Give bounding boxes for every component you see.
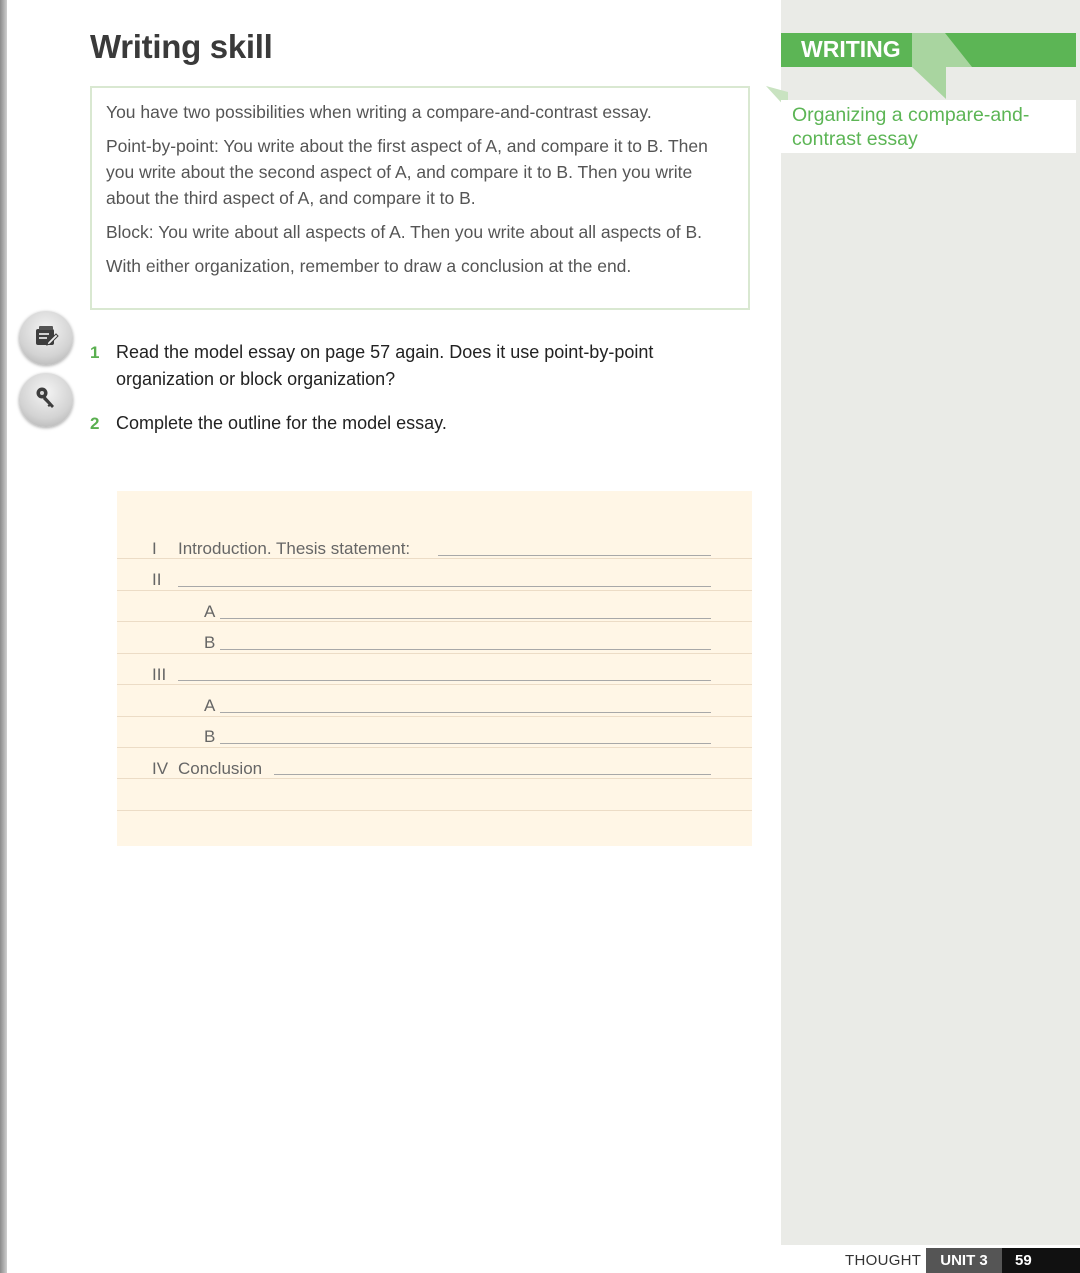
page-title: Writing skill bbox=[90, 28, 273, 65]
ruled-line bbox=[117, 684, 752, 685]
section-tab bbox=[781, 33, 1076, 67]
answer-blank[interactable] bbox=[438, 555, 711, 556]
exercise-instruction: Read the model essay on page 57 again. Does it use point-by-point organization or block organization? bbox=[116, 342, 654, 389]
exercise-1 bbox=[90, 339, 710, 393]
outline-numeral: A bbox=[204, 602, 216, 621]
outline-item-text: Conclusion bbox=[178, 759, 263, 778]
sidebar-panel bbox=[781, 0, 1080, 1245]
ruled-line bbox=[117, 653, 752, 654]
outline-numeral: IV bbox=[152, 759, 169, 778]
answer-blank[interactable] bbox=[220, 712, 711, 713]
exercise-instruction: Complete the outline for the model essay. bbox=[116, 413, 447, 433]
sidebar-subtitle: Organizing a compare-and-contrast essay bbox=[781, 100, 1076, 153]
answer-blank[interactable] bbox=[220, 649, 711, 650]
exercise-number: 1 bbox=[90, 343, 100, 362]
skill-paragraph-intro: You have two possibilities when writing a compare-and-contrast essay. bbox=[106, 102, 652, 122]
tab-fold-decoration bbox=[912, 33, 972, 67]
answer-blank[interactable] bbox=[178, 680, 711, 681]
answer-blank[interactable] bbox=[220, 618, 711, 619]
page-edge-shadow bbox=[0, 0, 7, 1273]
key-icon bbox=[33, 385, 59, 416]
outline-numeral: III bbox=[152, 665, 167, 684]
answer-blank[interactable] bbox=[220, 743, 711, 744]
outline-numeral: A bbox=[204, 696, 216, 715]
ruled-line bbox=[117, 747, 752, 748]
worksheet-icon bbox=[33, 323, 59, 354]
ruled-line bbox=[117, 810, 752, 811]
answer-blank[interactable] bbox=[178, 586, 711, 587]
outline-worksheet bbox=[117, 491, 752, 846]
footer-unit: UNIT 3 bbox=[926, 1248, 1002, 1273]
answer-blank[interactable] bbox=[274, 774, 711, 775]
outline-numeral: I bbox=[152, 539, 157, 558]
outline-numeral: B bbox=[204, 633, 216, 652]
outline-numeral: II bbox=[152, 570, 162, 589]
section-tab-label: WRITING bbox=[801, 36, 901, 62]
skill-paragraph-block: Block: You write about all aspects of A. Then you write about all aspects of B. bbox=[106, 222, 702, 242]
footer-theme: THOUGHT bbox=[845, 1252, 922, 1269]
skill-paragraph-conclusion: With either organization, remember to draw a conclusion at the end. bbox=[106, 256, 632, 276]
ruled-line bbox=[117, 590, 752, 591]
exercise-2 bbox=[90, 410, 710, 437]
outline-numeral: B bbox=[204, 727, 216, 746]
ruled-line bbox=[117, 716, 752, 717]
answer-key-button[interactable] bbox=[19, 373, 73, 427]
skill-paragraph-point-by-point: Point-by-point: You write about the first aspect of A, and compare it to B. Then you write about the second aspect of A, and compare it to B. Then you write about the third aspect of A, and compare it to B. bbox=[106, 136, 708, 208]
page-number: 59 bbox=[1002, 1248, 1080, 1273]
outline-item-text: Introduction. Thesis statement: bbox=[178, 539, 411, 558]
skill-box bbox=[90, 86, 750, 310]
exercise-number: 2 bbox=[90, 414, 100, 433]
worksheet-button[interactable] bbox=[19, 311, 73, 365]
